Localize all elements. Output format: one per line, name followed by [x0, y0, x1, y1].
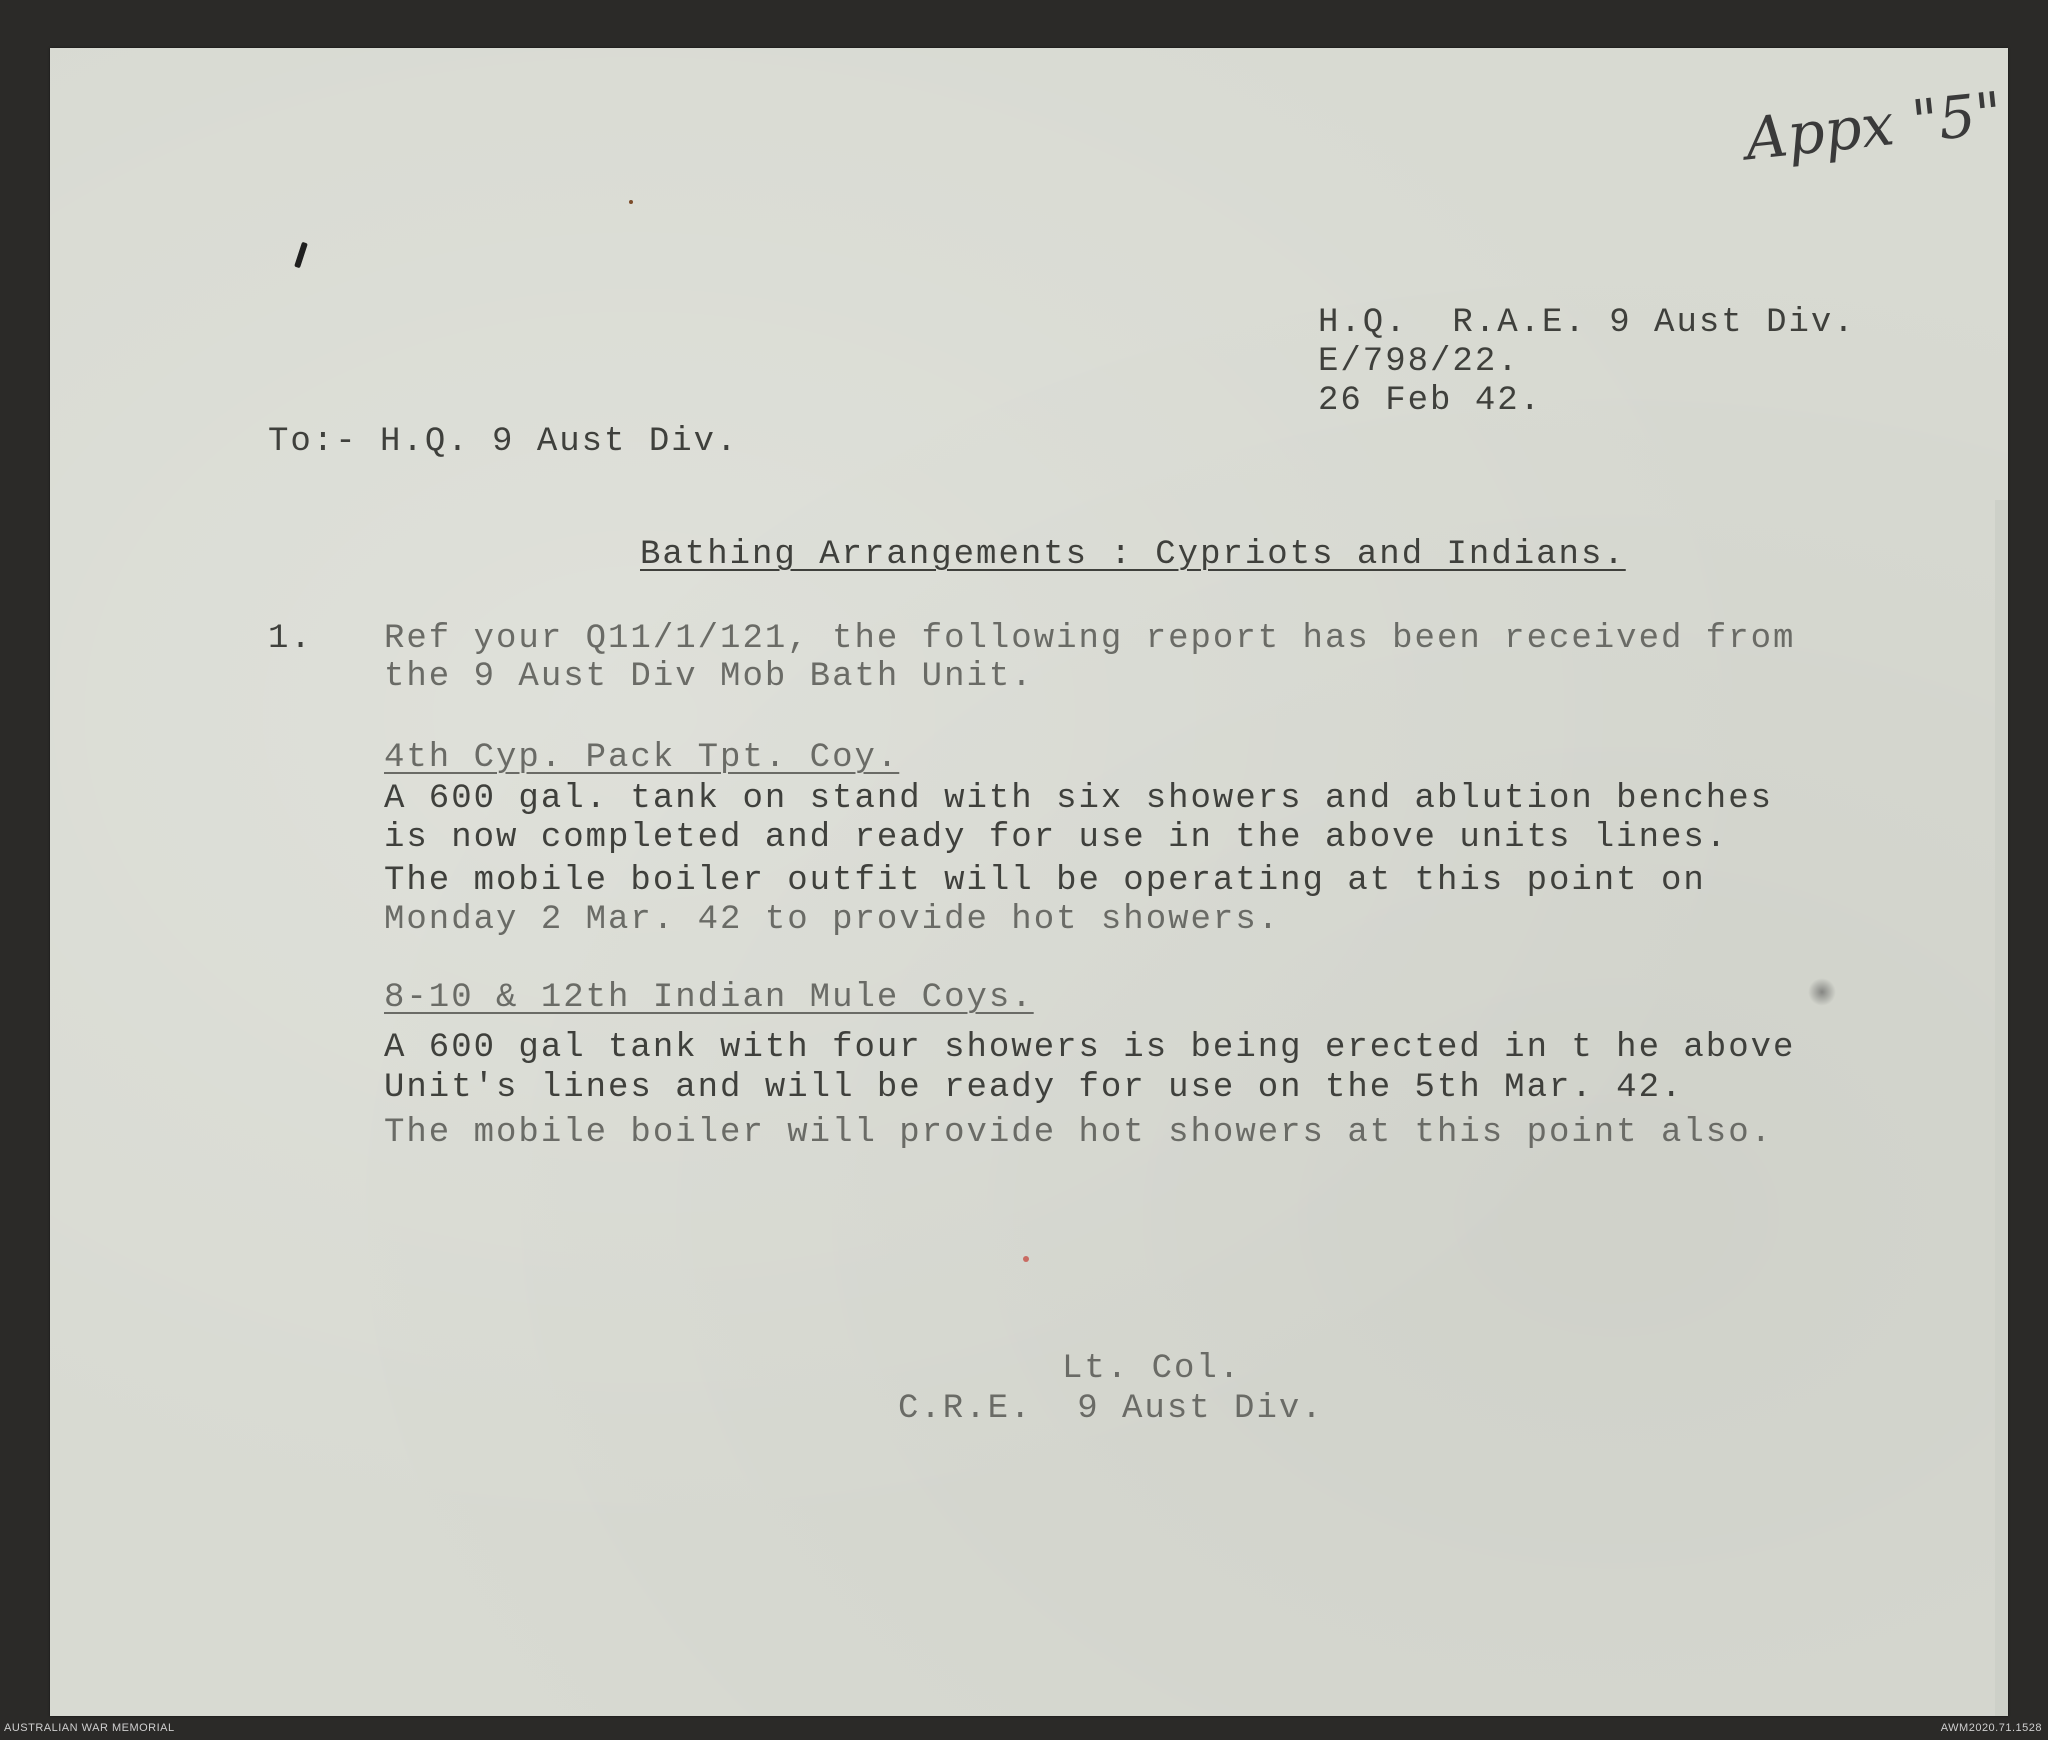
- paper-speck: [629, 200, 633, 204]
- header-line-1: H.Q. R.A.E. 9 Aust Div.: [1318, 304, 1856, 342]
- subject-heading: Bathing Arrangements : Cypriots and Indians.: [640, 536, 1626, 574]
- handwritten-annotation: Appx "5": [1742, 78, 2006, 174]
- page-edge: [1995, 500, 2008, 1716]
- section1-line-2: is now completed and ready for use in the above units lines.: [384, 819, 1729, 857]
- paragraph-line-2: the 9 Aust Div Mob Bath Unit.: [384, 658, 1034, 696]
- to-line: To:- H.Q. 9 Aust Div.: [268, 423, 739, 461]
- signature-rank: Lt. Col.: [1062, 1350, 1242, 1388]
- section-heading-cypriot: 4th Cyp. Pack Tpt. Coy.: [384, 739, 900, 777]
- footer-right: AWM2020.71.1528: [1940, 1722, 2042, 1734]
- paragraph-line-1: Ref your Q11/1/121, the following report has been received from: [384, 620, 1796, 658]
- section2-line-3: The mobile boiler will provide hot showers at this point also.: [384, 1114, 1774, 1152]
- header-date: 26 Feb 42.: [1318, 382, 1543, 420]
- header-reference: E/798/22.: [1318, 343, 1520, 381]
- section1-line-1: A 600 gal. tank on stand with six showers and ablution benches: [384, 780, 1774, 818]
- paper-speck-red: [1023, 1256, 1029, 1262]
- paragraph-number: 1.: [268, 620, 313, 658]
- section2-line-1: A 600 gal tank with four showers is being erected in t he above: [384, 1029, 1796, 1067]
- section2-line-2: Unit's lines and will be ready for use on the 5th Mar. 42.: [384, 1069, 1684, 1107]
- section1-line-4: Monday 2 Mar. 42 to provide hot showers.: [384, 901, 1281, 939]
- signature-title: C.R.E. 9 Aust Div.: [898, 1390, 1324, 1428]
- footer-left: AUSTRALIAN WAR MEMORIAL: [4, 1722, 175, 1734]
- section-heading-indian: 8-10 & 12th Indian Mule Coys.: [384, 979, 1034, 1017]
- ink-smudge: [1808, 978, 1836, 1006]
- section1-line-3: The mobile boiler outfit will be operating at this point on: [384, 862, 1706, 900]
